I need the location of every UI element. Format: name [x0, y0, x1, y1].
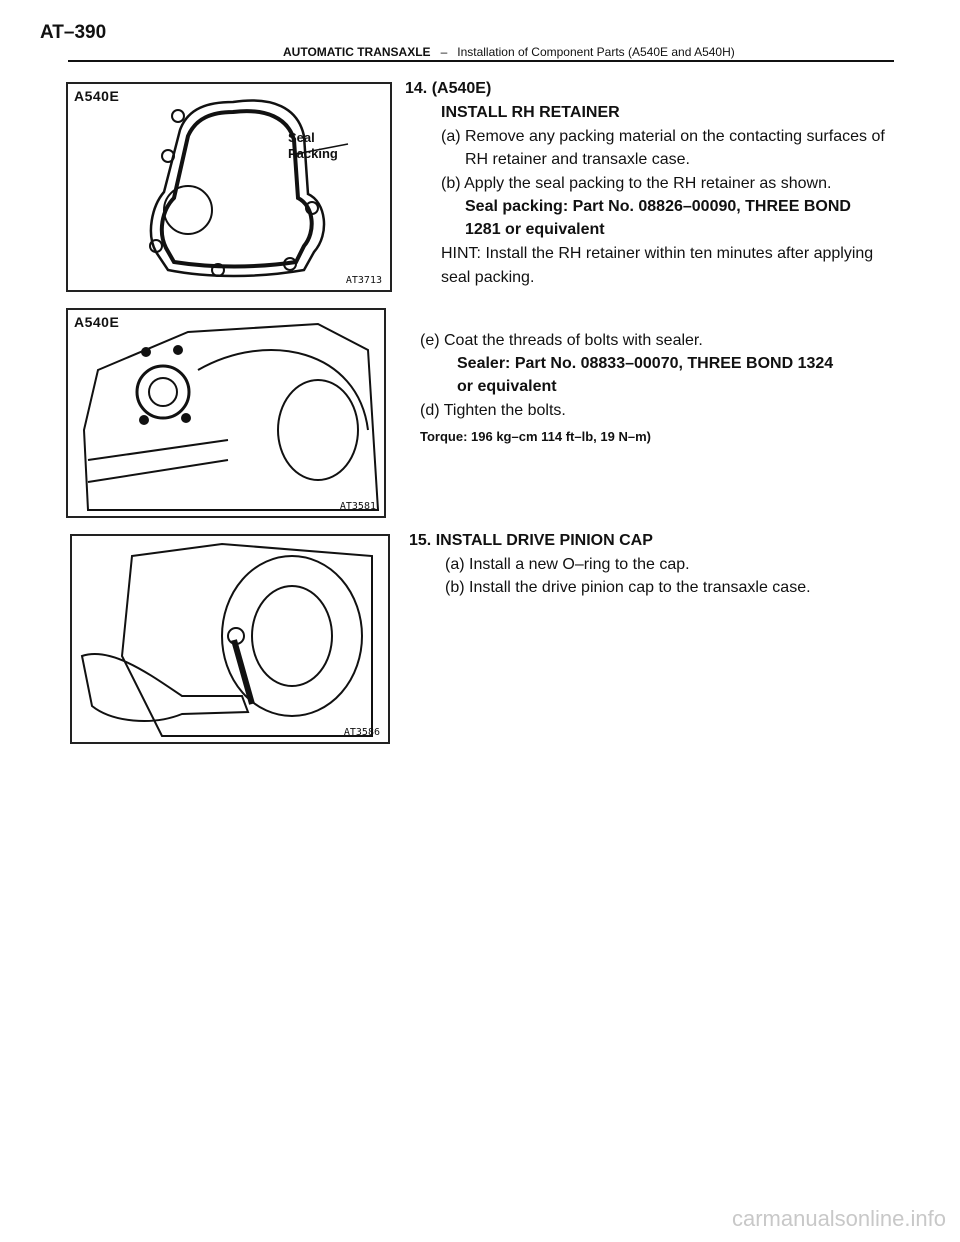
figure-retainer-bolts [66, 308, 386, 518]
step-15a-line: (a) Install a new O–ring to the cap. [445, 556, 690, 573]
transaxle-case-illustration [68, 310, 384, 516]
figure-drive-pinion-cap [70, 534, 390, 744]
step-14-heading: 14. (A540E) [405, 80, 492, 97]
header-rule [68, 60, 894, 62]
section-title: AUTOMATIC TRANSAXLE [283, 45, 431, 59]
step-15-title: 15. INSTALL DRIVE PINION CAP [409, 532, 653, 549]
step-14b-line: (b) Apply the seal packing to the RH retainer as shown. [441, 175, 832, 192]
drive-pinion-illustration [72, 536, 388, 742]
hint-line2: seal packing. [441, 269, 535, 286]
step-14-title: INSTALL RH RETAINER [441, 104, 620, 121]
sealer-spec-line1: Sealer: Part No. 08833–00070, THREE BOND 1324 [457, 355, 834, 372]
callout-seal-packing: Seal Packing [288, 130, 338, 161]
page-number: AT–390 [40, 22, 107, 43]
step-14a-line1: (a) Remove any packing material on the contacting surfaces of [441, 128, 885, 145]
section-subtitle: Installation of Component Parts (A540E and A540H) [457, 45, 735, 59]
step-14e-line: (e) Coat the threads of bolts with sealer. [420, 332, 703, 349]
step-14d-line: (d) Tighten the bolts. [420, 402, 566, 419]
seal-packing-spec-line1: Seal packing: Part No. 08826–00090, THREE BOND [465, 198, 851, 215]
torque-spec: Torque: 196 kg–cm 114 ft–lb, 19 N–m) [420, 429, 651, 444]
figure-seal-packing [66, 82, 392, 292]
figure-code: AT3586 [343, 727, 380, 738]
hint-line1: HINT: Install the RH retainer within ten minutes after applying [441, 245, 874, 262]
retainer-illustration [68, 84, 390, 290]
figure-label: A540E [74, 314, 120, 330]
running-header [283, 45, 735, 59]
figure-label: A540E [74, 88, 120, 104]
step-14a-line2: RH retainer and transaxle case. [465, 151, 690, 168]
figure-code: AT3581 [339, 501, 376, 512]
figure-code: AT3713 [345, 275, 382, 286]
header-dash: – [440, 45, 448, 59]
step-15b-line: (b) Install the drive pinion cap to the transaxle case. [445, 579, 811, 596]
watermark: carmanualsonline.info [731, 1206, 946, 1231]
sealer-spec-line2: or equivalent [457, 378, 557, 395]
seal-packing-spec-line2: 1281 or equivalent [465, 221, 605, 238]
